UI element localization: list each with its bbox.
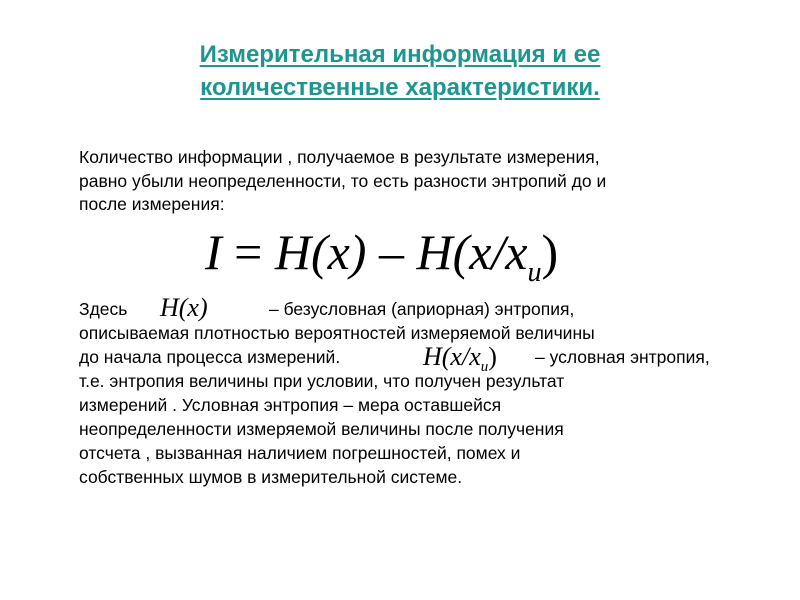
body-line-4: т.е. энтропия величины при условии, что получен результат: [79, 371, 565, 391]
intro-line-2: равно убыли неопределенности, то есть разности энтропий до и: [79, 170, 607, 191]
intro-paragraph: [79, 146, 769, 217]
formula-term2-close: ): [541, 224, 559, 280]
formula-term2-subscript: и: [527, 257, 542, 288]
formula-term2: H(x/x: [416, 224, 528, 280]
body-line-3-b: – условная энтропия,: [535, 347, 710, 367]
title-line-2: количественные характеристики.: [200, 74, 600, 101]
inline-formula-1-text: H(x): [160, 293, 208, 322]
body-line-1-a: Здесь: [79, 299, 128, 319]
body-line-1-b: – безусловная (априорная) энтропия,: [269, 299, 575, 319]
body-line-7: отсчета , вызванная наличием погрешностей, помех и: [79, 443, 521, 463]
body-line-6: неопределенности измеряемой величины после получения: [79, 419, 564, 439]
body-line-8: собственных шумов в измерительной системе.: [79, 467, 463, 487]
intro-line-1: Количество информации , получаемое в результате измерения,: [79, 147, 600, 167]
main-formula: [205, 222, 559, 288]
inline-formula-2-close: ): [488, 342, 497, 371]
body-line-5: измерений . Условная энтропия – мера оставшейся: [79, 395, 502, 415]
title-line-1: Измерительная информация и ее: [199, 41, 601, 68]
body-line-2: описываемая плотностью вероятностей измеряемой величины: [79, 323, 595, 343]
explanation-paragraph: [79, 297, 779, 489]
formula-term1: H(x): [274, 224, 367, 280]
slide-title: [0, 38, 800, 104]
body-line-3-a: до начала процесса измерений.: [79, 347, 341, 367]
intro-line-3: после измерения:: [79, 194, 225, 214]
formula-lhs: I: [205, 224, 222, 280]
formula-minus: –: [366, 224, 417, 280]
formula-eq: =: [221, 224, 275, 280]
inline-formula-conditional-entropy: [423, 343, 497, 375]
inline-formula-unconditional-entropy: [160, 294, 208, 322]
inline-formula-2-text: H(x/x: [423, 342, 481, 371]
inline-formula-2-subscript: и: [480, 359, 489, 375]
